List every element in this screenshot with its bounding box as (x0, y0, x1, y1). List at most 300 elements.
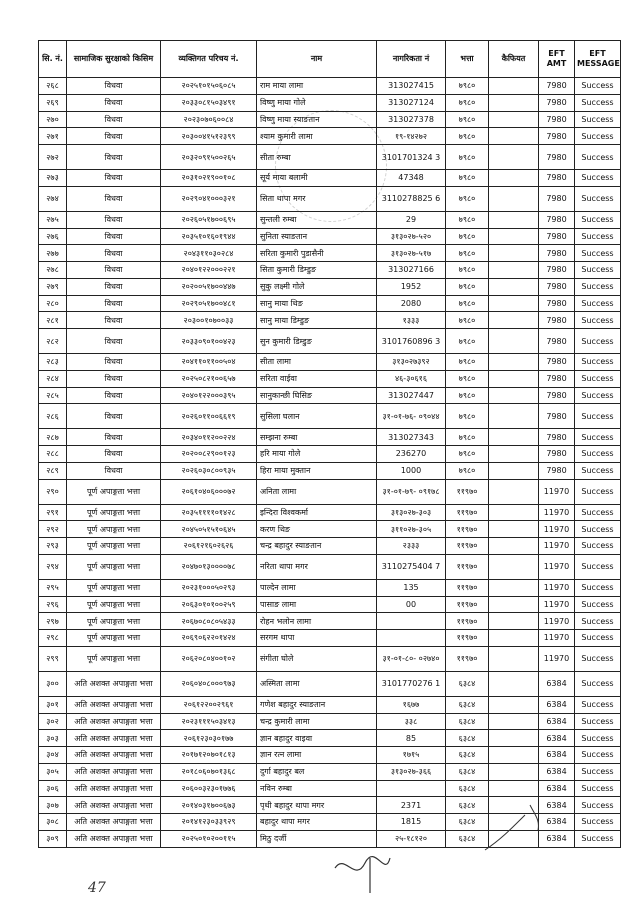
cell-citizenship: 3101770276 1 (377, 671, 446, 696)
cell-eft-message: Success (575, 329, 621, 354)
cell-remarks (489, 613, 539, 630)
cell-allowance: ७९८० (446, 354, 489, 371)
cell-sn: २७६ (39, 228, 67, 245)
table-row (39, 696, 621, 713)
cell-name: सिता थापा मगर (257, 186, 377, 211)
cell-remarks (489, 354, 539, 371)
cell-type: विधवा (67, 446, 161, 463)
cell-allowance: ७९८० (446, 370, 489, 387)
cell-eft-message: Success (575, 554, 621, 579)
cell-remarks (489, 387, 539, 404)
cell-allowance: ११९७० (446, 521, 489, 538)
cell-allowance: ११९७० (446, 479, 489, 504)
cell-sn: २८३ (39, 354, 67, 371)
table-row (39, 713, 621, 730)
cell-type: विधवा (67, 404, 161, 429)
cell-type: अति अशक्त अपाङ्गता भत्ता (67, 713, 161, 730)
cell-id: २०६३०१०१००२५९ (161, 596, 257, 613)
table-row (39, 429, 621, 446)
table-row (39, 211, 621, 228)
cell-sn: २९१ (39, 504, 67, 521)
cell-remarks (489, 145, 539, 170)
cell-citizenship: 85 (377, 730, 446, 747)
cell-allowance: ७९८० (446, 262, 489, 279)
cell-name: हरि माया गोले (257, 446, 377, 463)
cell-eft-amt: 6384 (539, 814, 575, 831)
cell-eft-amt: 11970 (539, 646, 575, 671)
cell-citizenship: 313027124 (377, 94, 446, 111)
cell-citizenship (377, 780, 446, 797)
cell-allowance: ११९७० (446, 613, 489, 630)
cell-name: सुन कुमारी डिम्डुङ (257, 329, 377, 354)
cell-remarks (489, 763, 539, 780)
cell-eft-amt: 7980 (539, 462, 575, 479)
cell-citizenship: 313027415 (377, 78, 446, 95)
cell-citizenship: १३३३ (377, 312, 446, 329)
cell-sn: ३०७ (39, 797, 67, 814)
cell-allowance: ७९८० (446, 78, 489, 95)
cell-remarks (489, 186, 539, 211)
cell-type: विधवा (67, 186, 161, 211)
cell-name: चन्द्र बहादुर स्याङतान (257, 538, 377, 555)
cell-eft-amt: 7980 (539, 370, 575, 387)
cell-allowance: ११९७० (446, 579, 489, 596)
cell-remarks (489, 111, 539, 128)
cell-sn: २९० (39, 479, 67, 504)
table-row (39, 479, 621, 504)
cell-eft-amt: 7980 (539, 228, 575, 245)
cell-citizenship: ३११०२७-३०५ (377, 521, 446, 538)
cell-citizenship: 313027378 (377, 111, 446, 128)
cell-type: पूर्ण अपाङ्गता भत्ता (67, 613, 161, 630)
cell-remarks (489, 170, 539, 187)
cell-name: मिठु दर्जी (257, 830, 377, 847)
cell-eft-amt: 7980 (539, 245, 575, 262)
table-body (39, 78, 621, 848)
cell-id: २०४०१२२०००३९५ (161, 387, 257, 404)
cell-sn: ३०१ (39, 696, 67, 713)
cell-citizenship: ३१३०२७-३०३ (377, 504, 446, 521)
cell-remarks (489, 780, 539, 797)
cell-citizenship: ४६-३०६१६ (377, 370, 446, 387)
cell-eft-amt: 7980 (539, 111, 575, 128)
cell-eft-amt: 6384 (539, 830, 575, 847)
cell-eft-amt: 7980 (539, 387, 575, 404)
cell-eft-message: Success (575, 262, 621, 279)
cell-id: २०६९०६२२०१४२४ (161, 630, 257, 647)
cell-name: सुन्तली रुम्बा (257, 211, 377, 228)
cell-eft-amt: 6384 (539, 730, 575, 747)
cell-name: राम माया लामा (257, 78, 377, 95)
cell-allowance: ७९८० (446, 278, 489, 295)
cell-eft-message: Success (575, 504, 621, 521)
cell-sn: २८८ (39, 446, 67, 463)
cell-sn: २७२ (39, 145, 67, 170)
cell-eft-message: Success (575, 170, 621, 187)
cell-type: विधवा (67, 128, 161, 145)
cell-eft-amt: 7980 (539, 429, 575, 446)
cell-citizenship: 1815 (377, 814, 446, 831)
cell-name: सीता रुम्बा (257, 145, 377, 170)
cell-id: २०३५१०१६०१९४४ (161, 228, 257, 245)
cell-citizenship: 313027343 (377, 429, 446, 446)
cell-sn: ३०९ (39, 830, 67, 847)
cell-allowance: ६३८४ (446, 696, 489, 713)
cell-allowance: ११९७० (446, 538, 489, 555)
cell-citizenship: २३३३ (377, 538, 446, 555)
cell-sn: ३०८ (39, 814, 67, 831)
cell-type: अति अशक्त अपाङ्गता भत्ता (67, 730, 161, 747)
cell-allowance: ६३८४ (446, 830, 489, 847)
cell-id: २०६१२१६०२६२६ (161, 538, 257, 555)
cell-remarks (489, 94, 539, 111)
cell-eft-message: Success (575, 814, 621, 831)
cell-sn: २८० (39, 295, 67, 312)
cell-citizenship: 2080 (377, 295, 446, 312)
cell-eft-message: Success (575, 370, 621, 387)
cell-remarks (489, 521, 539, 538)
cell-eft-message: Success (575, 186, 621, 211)
cell-type: विधवा (67, 312, 161, 329)
cell-sn: २८४ (39, 370, 67, 387)
col-header-type: सामाजिक सुरक्षाको किसिम (67, 41, 161, 78)
cell-sn: ३०२ (39, 713, 67, 730)
cell-name: सिता कुमारी डिम्डुङ (257, 262, 377, 279)
cell-allowance: ७९८० (446, 170, 489, 187)
col-header-citizenship: नागरिकता नं (377, 41, 446, 78)
cell-sn: २९९ (39, 646, 67, 671)
cell-name: सरगम थापा (257, 630, 377, 647)
cell-eft-message: Success (575, 295, 621, 312)
cell-citizenship: ३१३०२७-५१७ (377, 245, 446, 262)
cell-name: पृथी बहादुर थापा मगर (257, 797, 377, 814)
cell-name: सुकु लक्ष्मी गोले (257, 278, 377, 295)
cell-sn: २७१ (39, 128, 67, 145)
cell-allowance: ७९८० (446, 329, 489, 354)
cell-name: चन्द्र कुमारी लामा (257, 713, 377, 730)
cell-sn: ३०३ (39, 730, 67, 747)
cell-type: अति अशक्त अपाङ्गता भत्ता (67, 830, 161, 847)
cell-allowance: ७९८० (446, 312, 489, 329)
cell-id: २०१४१२३०३३९२९ (161, 814, 257, 831)
cell-name: सुसिला घलान (257, 404, 377, 429)
cell-remarks (489, 245, 539, 262)
cell-sn: २७३ (39, 170, 67, 187)
cell-sn: २८५ (39, 387, 67, 404)
cell-eft-message: Success (575, 646, 621, 671)
cell-id: २०२३०७०६००८४ (161, 111, 257, 128)
cell-allowance: ७९८० (446, 462, 489, 479)
cell-type: विधवा (67, 278, 161, 295)
cell-eft-message: Success (575, 579, 621, 596)
cell-type: विधवा (67, 145, 161, 170)
cell-id: २०४३११०३०२८४ (161, 245, 257, 262)
cell-type: अति अशक्त अपाङ्गता भत्ता (67, 814, 161, 831)
cell-citizenship: १९-१४२७२ (377, 128, 446, 145)
cell-eft-message: Success (575, 797, 621, 814)
cell-type: विधवा (67, 295, 161, 312)
cell-name: सरिता वाईवा (257, 370, 377, 387)
cell-type: विधवा (67, 245, 161, 262)
cell-eft-message: Success (575, 211, 621, 228)
cell-name: करण थिङ (257, 521, 377, 538)
cell-eft-amt: 6384 (539, 671, 575, 696)
cell-allowance: ६३८४ (446, 814, 489, 831)
cell-type: विधवा (67, 370, 161, 387)
cell-name: बहादुर थापा मगर (257, 814, 377, 831)
cell-citizenship: २५-१८१२० (377, 830, 446, 847)
cell-id: २०१८०६०७०१३६८ (161, 763, 257, 780)
table-row (39, 262, 621, 279)
cell-eft-message: Success (575, 479, 621, 504)
cell-name: सानु माया डिम्डुङ (257, 312, 377, 329)
cell-citizenship: 313027447 (377, 387, 446, 404)
cell-eft-message: Success (575, 312, 621, 329)
table-row (39, 94, 621, 111)
cell-type: अति अशक्त अपाङ्गता भत्ता (67, 763, 161, 780)
cell-sn: २९७ (39, 613, 67, 630)
cell-type: विधवा (67, 111, 161, 128)
cell-id: २०२९०५१७००४८१ (161, 295, 257, 312)
cell-id: २०६०४०८०००९७३ (161, 671, 257, 696)
cell-eft-amt: 7980 (539, 329, 575, 354)
cell-eft-amt: 6384 (539, 797, 575, 814)
table-row (39, 278, 621, 295)
cell-eft-amt: 7980 (539, 211, 575, 228)
cell-type: विधवा (67, 429, 161, 446)
cell-type: विधवा (67, 211, 161, 228)
cell-eft-message: Success (575, 94, 621, 111)
cell-eft-message: Success (575, 78, 621, 95)
cell-eft-message: Success (575, 145, 621, 170)
cell-eft-message: Success (575, 278, 621, 295)
cell-name: सम्झना रुम्बा (257, 429, 377, 446)
cell-type: पूर्ण अपाङ्गता भत्ता (67, 596, 161, 613)
cell-eft-amt: 6384 (539, 747, 575, 764)
cell-citizenship: 236270 (377, 446, 446, 463)
cell-eft-amt: 11970 (539, 630, 575, 647)
cell-eft-message: Success (575, 596, 621, 613)
table-row (39, 312, 621, 329)
cell-allowance: ७९८० (446, 94, 489, 111)
table-row (39, 646, 621, 671)
cell-type: पूर्ण अपाङ्गता भत्ता (67, 630, 161, 647)
cell-sn: २८९ (39, 462, 67, 479)
cell-citizenship: ३३८ (377, 713, 446, 730)
cell-remarks (489, 446, 539, 463)
table-row (39, 579, 621, 596)
cell-allowance: ७९८० (446, 211, 489, 228)
cell-eft-amt: 11970 (539, 613, 575, 630)
cell-citizenship: 3110275404 7 (377, 554, 446, 579)
cell-name: इन्दिरा विश्वकर्मा (257, 504, 377, 521)
cell-id: २०२३१०००५०२९३ (161, 579, 257, 596)
cell-sn: २७५ (39, 211, 67, 228)
cell-citizenship: 47348 (377, 170, 446, 187)
cell-citizenship (377, 630, 446, 647)
col-header-id: व्यक्तिगत परिचय नं. (161, 41, 257, 78)
cell-name: सीता लामा (257, 354, 377, 371)
cell-allowance: ११९७० (446, 646, 489, 671)
cell-name: पासाङ लामा (257, 596, 377, 613)
cell-sn: २८६ (39, 404, 67, 429)
cell-remarks (489, 295, 539, 312)
table-row (39, 295, 621, 312)
cell-eft-amt: 7980 (539, 312, 575, 329)
cell-sn: २६८ (39, 78, 67, 95)
cell-sn: ३०६ (39, 780, 67, 797)
cell-allowance: ६३८४ (446, 797, 489, 814)
cell-type: विधवा (67, 228, 161, 245)
table-row (39, 329, 621, 354)
cell-citizenship: 3101701324 3 (377, 145, 446, 170)
header-row (39, 41, 621, 78)
cell-eft-message: Success (575, 404, 621, 429)
cell-eft-message: Success (575, 538, 621, 555)
cell-type: विधवा (67, 78, 161, 95)
cell-eft-message: Success (575, 763, 621, 780)
cell-id: २०६००३२३०१७७६ (161, 780, 257, 797)
cell-sn: २६९ (39, 94, 67, 111)
cell-eft-amt: 7980 (539, 170, 575, 187)
col-header-sn: सि. नं. (39, 41, 67, 78)
cell-eft-amt: 7980 (539, 278, 575, 295)
cell-sn: २८२ (39, 329, 67, 354)
cell-type: अति अशक्त अपाङ्गता भत्ता (67, 797, 161, 814)
col-header-remarks: कैफियत (489, 41, 539, 78)
cell-name: सूर्य माया बलामी (257, 170, 377, 187)
cell-remarks (489, 747, 539, 764)
cell-allowance: ७९८० (446, 429, 489, 446)
cell-eft-message: Success (575, 613, 621, 630)
cell-name: नविन रुम्बा (257, 780, 377, 797)
cell-eft-message: Success (575, 713, 621, 730)
cell-id: २०३३०९०१००४२३ (161, 329, 257, 354)
cell-type: पूर्ण अपाङ्गता भत्ता (67, 579, 161, 596)
table-row (39, 504, 621, 521)
cell-allowance: ७९८० (446, 111, 489, 128)
cell-sn: २९८ (39, 630, 67, 647)
cell-remarks (489, 211, 539, 228)
cell-eft-message: Success (575, 696, 621, 713)
cell-name: श्याम कुमारी लामा (257, 128, 377, 145)
cell-name: विष्णु माया गोले (257, 94, 377, 111)
cell-citizenship: 29 (377, 211, 446, 228)
cell-sn: ३०४ (39, 747, 67, 764)
cell-allowance: ७९८० (446, 228, 489, 245)
cell-remarks (489, 696, 539, 713)
cell-id: २०६१०४०६०००७२ (161, 479, 257, 504)
cell-type: पूर्ण अपाङ्गता भत्ता (67, 538, 161, 555)
cell-allowance: ७९८० (446, 186, 489, 211)
cell-id: २०२९०४१०००३२१ (161, 186, 257, 211)
cell-allowance: ११९७० (446, 504, 489, 521)
cell-citizenship: ३१-०१-७६- ०९०४४ (377, 404, 446, 429)
page-mark: 47 (88, 880, 106, 896)
cell-sn: ३०० (39, 671, 67, 696)
cell-eft-amt: 11970 (539, 579, 575, 596)
cell-eft-amt: 6384 (539, 696, 575, 713)
cell-allowance: ७९८० (446, 128, 489, 145)
cell-remarks (489, 504, 539, 521)
cell-sn: २७७ (39, 245, 67, 262)
table-row (39, 538, 621, 555)
cell-eft-message: Success (575, 387, 621, 404)
cell-allowance: ७९८० (446, 446, 489, 463)
cell-eft-amt: 7980 (539, 262, 575, 279)
cell-eft-amt: 6384 (539, 780, 575, 797)
cell-type: विधवा (67, 262, 161, 279)
cell-remarks (489, 538, 539, 555)
cell-remarks (489, 228, 539, 245)
table-row (39, 78, 621, 95)
cell-remarks (489, 312, 539, 329)
cell-eft-message: Success (575, 521, 621, 538)
cell-name: हिरा माया मुक्तान (257, 462, 377, 479)
cell-citizenship: 3110278825 6 (377, 186, 446, 211)
cell-citizenship: ३१३०२७-५२० (377, 228, 446, 245)
table-row (39, 554, 621, 579)
cell-sn: २७८ (39, 262, 67, 279)
cell-eft-message: Success (575, 446, 621, 463)
cell-allowance: ११९७० (446, 554, 489, 579)
cell-sn: २७० (39, 111, 67, 128)
cell-eft-amt: 7980 (539, 128, 575, 145)
cell-eft-amt: 7980 (539, 404, 575, 429)
cell-allowance: ६३८४ (446, 730, 489, 747)
cell-citizenship: 00 (377, 596, 446, 613)
cell-allowance: ११९७० (446, 630, 489, 647)
cell-citizenship (377, 613, 446, 630)
table-row (39, 462, 621, 479)
table-row (39, 630, 621, 647)
cell-id: २०२००५१७००४४७ (161, 278, 257, 295)
cell-allowance: ७९८० (446, 404, 489, 429)
cell-type: पूर्ण अपाङ्गता भत्ता (67, 646, 161, 671)
table-row (39, 671, 621, 696)
table-row (39, 145, 621, 170)
table-row (39, 446, 621, 463)
cell-name: रोहन भलोन लामा (257, 613, 377, 630)
cell-eft-message: Success (575, 630, 621, 647)
cell-eft-amt: 7980 (539, 295, 575, 312)
cell-id: २०४७०१३००००७८ (161, 554, 257, 579)
col-header-name: नाम (257, 41, 377, 78)
cell-eft-message: Success (575, 111, 621, 128)
cell-sn: २७९ (39, 278, 67, 295)
cell-eft-amt: 11970 (539, 538, 575, 555)
cell-id: २०२००८२९००१२३ (161, 446, 257, 463)
cell-name: पाल्देन लामा (257, 579, 377, 596)
cell-eft-message: Success (575, 462, 621, 479)
table-row (39, 747, 621, 764)
cell-type: पूर्ण अपाङ्गता भत्ता (67, 504, 161, 521)
cell-eft-amt: 7980 (539, 354, 575, 371)
cell-eft-amt: 6384 (539, 713, 575, 730)
cell-id: २०२५१०१५०६०८५ (161, 78, 257, 95)
signature-scribble (330, 848, 410, 898)
cell-id: २०३२०९१५००२६५ (161, 145, 257, 170)
cell-name: विष्णु माया स्याङतान (257, 111, 377, 128)
cell-eft-amt: 11970 (539, 479, 575, 504)
cell-sn: २७४ (39, 186, 67, 211)
cell-type: विधवा (67, 329, 161, 354)
cell-citizenship: 1952 (377, 278, 446, 295)
cell-remarks (489, 462, 539, 479)
cell-citizenship: ३१-०१-७९- ०९१७८ (377, 479, 446, 504)
table-row (39, 387, 621, 404)
cell-eft-message: Success (575, 747, 621, 764)
